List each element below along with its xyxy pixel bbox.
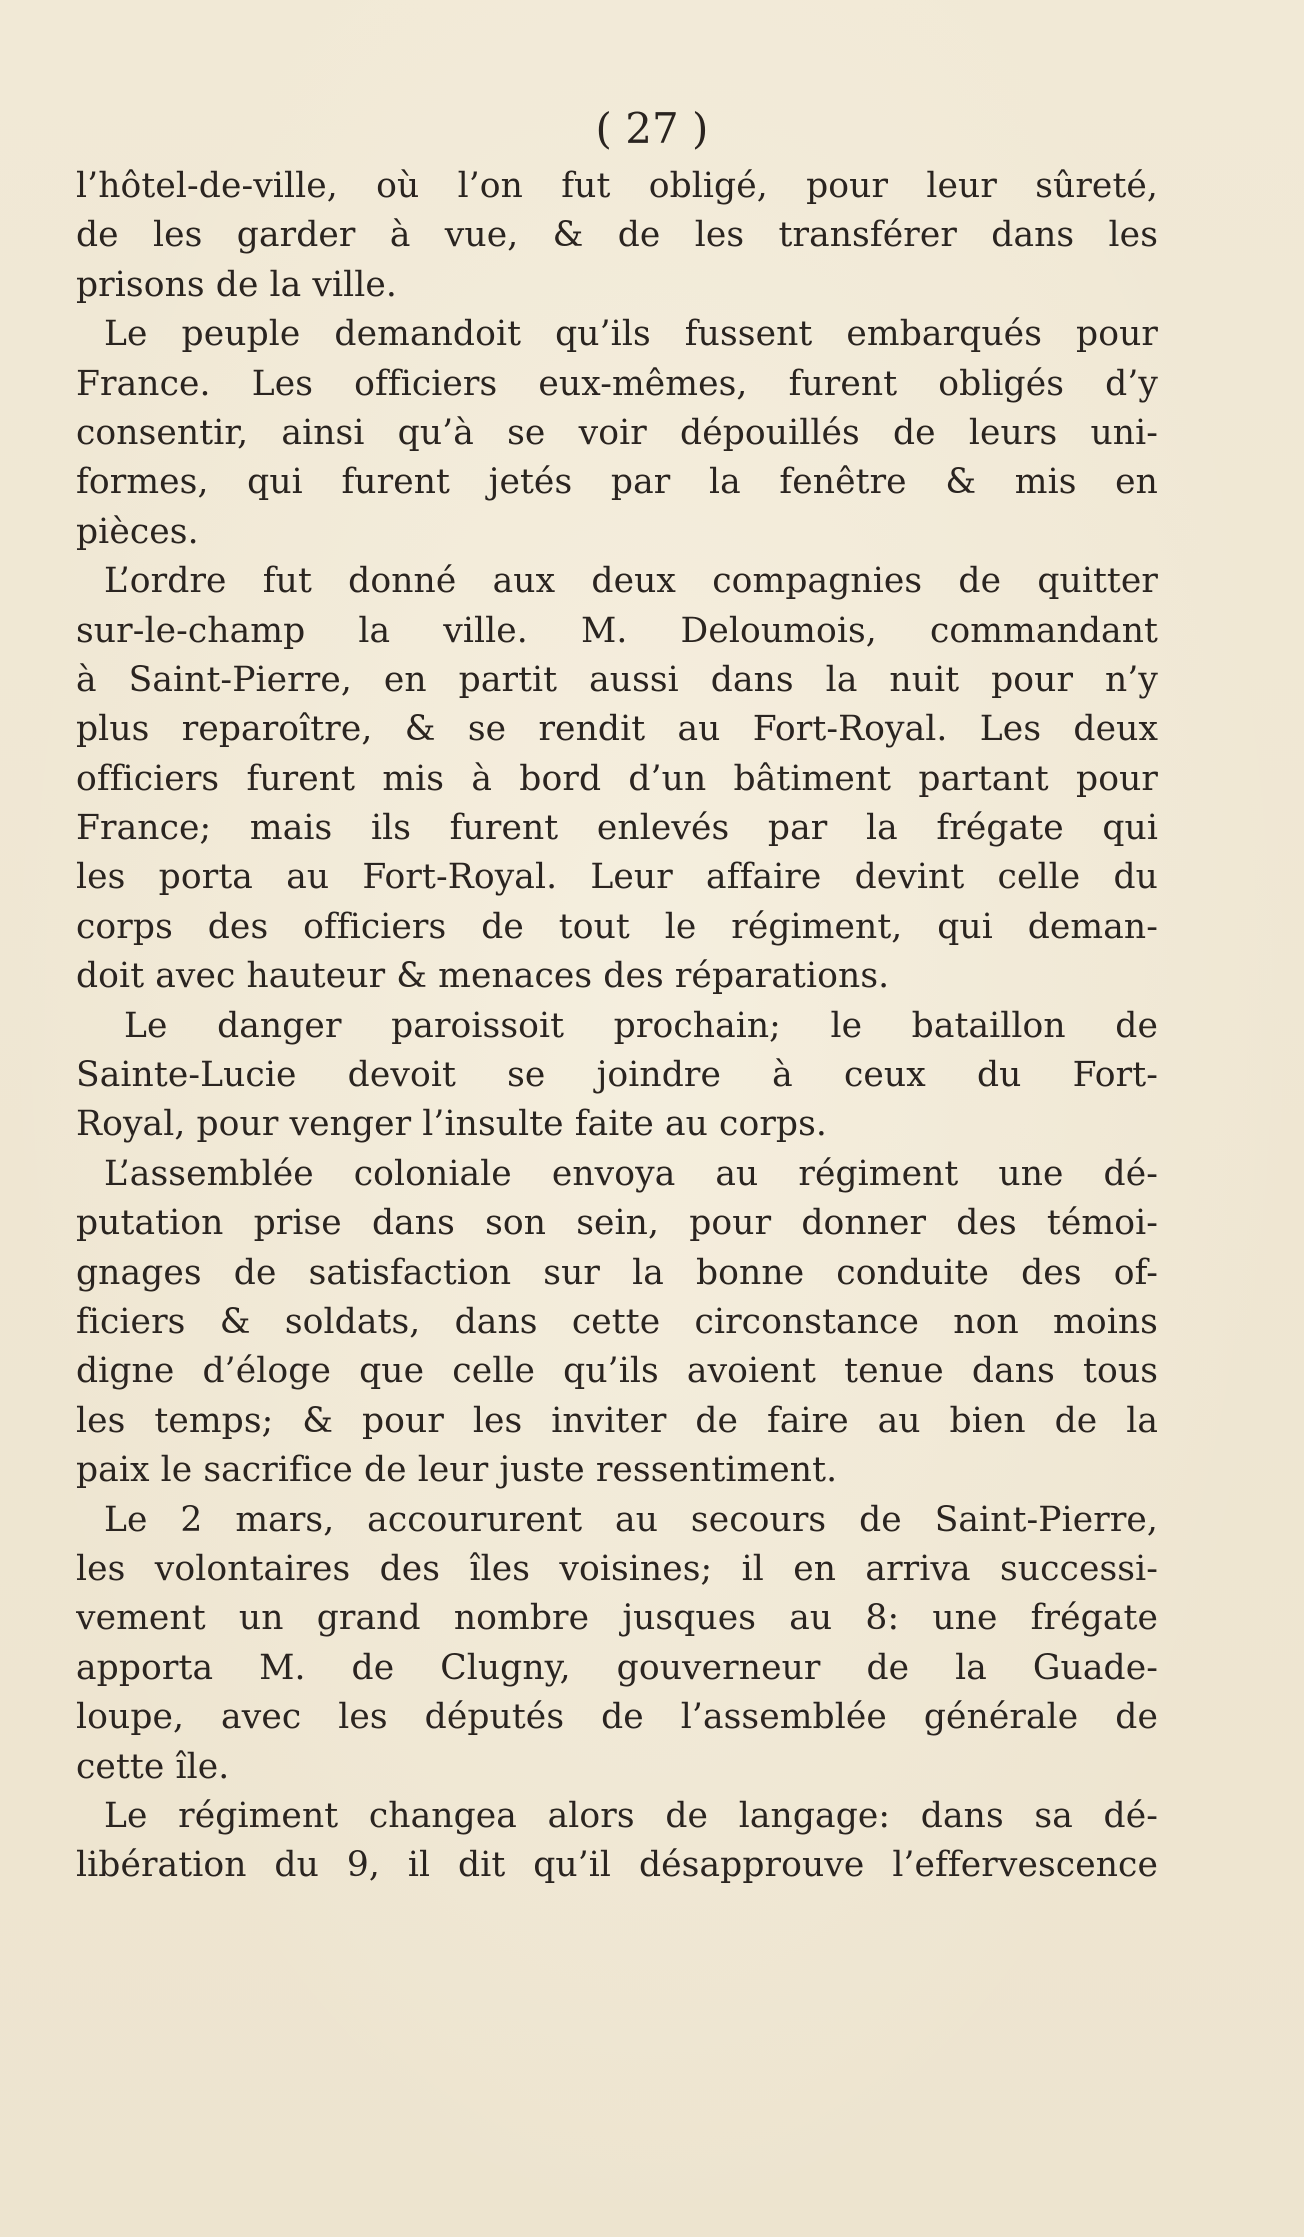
text-line: cette île.	[76, 1746, 230, 1787]
text-line: à Saint-Pierre, en partit aussi dans la nuit pour n’y	[76, 659, 1158, 700]
text-line: plus reparoître, & se rendit au Fort-Royal. Les deux	[76, 709, 1158, 750]
text-line: les volontaires des îles voisines; il en arriva successi-	[76, 1548, 1158, 1589]
text-line: Le régiment changea alors de langage: dans sa dé-	[104, 1795, 1158, 1836]
text-line: doit avec hauteur & menaces des réparations.	[76, 956, 890, 997]
text-line: gnages de satisfaction sur la bonne conduite des of-	[76, 1252, 1158, 1293]
text-line: pièces.	[76, 511, 199, 552]
page-number: ( 27 )	[595, 104, 709, 153]
text-line: de les garder à vue, & de les transférer dans les	[76, 215, 1158, 256]
text-line: Le danger paroissoit prochain; le bataillon de	[124, 1005, 1158, 1046]
text-line: les porta au Fort-Royal. Leur affaire devint celle du	[76, 857, 1158, 898]
text-line: libération du 9, il dit qu’il désapprouve l’effervescence	[76, 1845, 1158, 1886]
text-line: L’ordre fut donné aux deux compagnies de quitter	[104, 561, 1158, 602]
text-line: putation prise dans son sein, pour donner des témoi-	[76, 1203, 1158, 1244]
text-line: L’assemblée coloniale envoya au régiment une dé-	[104, 1153, 1158, 1194]
text-line: l’hôtel-de-ville, où l’on fut obligé, pour leur sûreté,	[76, 166, 1158, 206]
text-line: paix le sacrifice de leur juste ressentiment.	[76, 1450, 838, 1491]
text-line: vement un grand nombre jusques au 8: une frégate	[76, 1598, 1158, 1639]
text-line: digne d’éloge que celle qu’ils avoient tenue dans tous	[76, 1351, 1158, 1392]
text-line: ficiers & soldats, dans cette circonstance non moins	[76, 1301, 1158, 1342]
body-text	[76, 162, 1158, 1891]
text-line: France. Les officiers eux-mêmes, furent obligés d’y	[76, 363, 1158, 404]
text-line: Le 2 mars, accoururent au secours de Saint-Pierre,	[104, 1499, 1158, 1540]
text-line: Sainte-Lucie devoit se joindre à ceux du Fort-	[76, 1055, 1158, 1096]
text-line: loupe, avec les députés de l’assemblée générale de	[76, 1697, 1158, 1738]
text-line: apporta M. de Clugny, gouverneur de la Guade-	[76, 1647, 1158, 1688]
text-line: corps des officiers de tout le régiment, qui deman-	[76, 906, 1158, 947]
text-line: sur-le-champ la ville. M. Deloumois, commandant	[76, 610, 1158, 651]
text-line: officiers furent mis à bord d’un bâtiment partant pour	[76, 758, 1158, 799]
text-line: les temps; & pour les inviter de faire au bien de la	[76, 1400, 1158, 1441]
text-line: Royal, pour venger l’insulte faite au corps.	[76, 1104, 827, 1145]
text-line: France; mais ils furent enlevés par la frégate qui	[76, 808, 1158, 849]
text-line: prisons de la ville.	[76, 264, 397, 305]
text-line: Le peuple demandoit qu’ils fussent embarqués pour	[104, 314, 1158, 355]
text-line: formes, qui furent jetés par la fenêtre & mis en	[76, 462, 1158, 503]
text-line: consentir, ainsi qu’à se voir dépouillés de leurs uni-	[76, 412, 1158, 453]
